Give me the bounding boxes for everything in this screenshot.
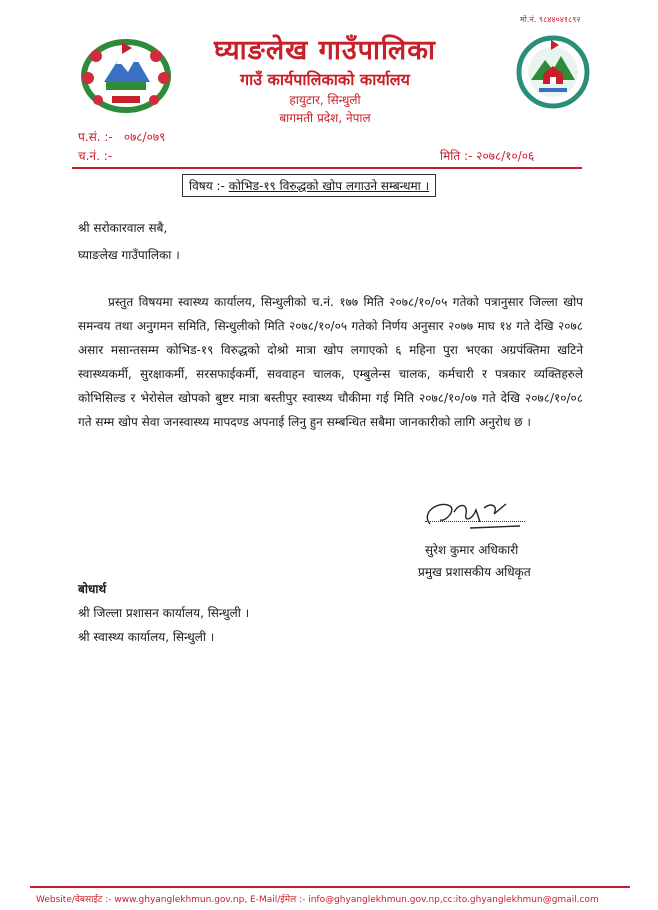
patra-sankhya-label: प.सं. :- — [78, 130, 113, 144]
date-label: मिति :- — [440, 149, 473, 163]
subject-text: कोभिड-१९ विरुद्धको खोप लगाउने सम्बन्धमा । — [228, 179, 430, 193]
footer-divider — [30, 886, 630, 888]
patra-sankhya-value: ०७८/०७९ — [123, 130, 166, 144]
addressee-line-1: श्री सरोकारवाल सबै, — [78, 221, 168, 235]
footer-contact: Website/वेबसाईट :- www.ghyanglekhmun.gov.np, E-Mail/ईमेल :- info@ghyanglekhmun.gov.np,cc:ito.ghyanglekhmun@gmail.com — [36, 895, 599, 905]
body-paragraph: प्रस्तुत विषयमा स्वास्थ्य कार्यालय, सिन्धुलीको च.नं. १७७ मिति २०७८/१०/०५ गतेको पत्रानुसार जिल्ला खोप समन्वय तथा अनुगमन समिति, सिन्धुलीको मिति २०७८/१०/०५ गतेको निर्णय अनुसार २०७७ माघ १४ गते देखि २०७८ असार मसान्तसम्म कोभिड-१९ विरुद्धको दोश्रो मात्रा खोप लगाएको ६ महिना पुरा भएका अग्रपंक्तिमा खटिने स्वास्थ्यकर्मी, सुरक्षाकर्मी, सरसफाईकर्मी, सववाहन चालक, एम्बुलेन्स चालक, कर्मचारी र पत्रकार व्यक्तिहरुले कोभिसिल्ड र भेरोसेल खोपको बुष्टर मात्रा बस्तीपुर स्वास्थ्य चौकीमा गई मिति २०७८/१०/०७ गते देखि २०७८/१०/०८ गते सम्म खोप सेवा जनस्वास्थ्य मापदण्ड अपनाई लिनु हुन सम्बन्धित सबैमा जानकारीको लागि अनुरोध छ । — [78, 295, 583, 429]
handwritten-signature — [410, 492, 530, 534]
cc-item: श्री जिल्ला प्रशासन कार्यालय, सिन्धुली । — [78, 606, 250, 620]
signatory-title: प्रमुख प्रशासकीय अधिकृत — [418, 565, 531, 579]
chalani-number-label: च.नं. :- — [78, 149, 113, 163]
municipality-title: घ्याङलेख गाउँपालिका — [214, 35, 436, 66]
mobile-number: मो.नं. ९८४४०४१८९२ — [520, 15, 581, 24]
header-divider — [72, 167, 582, 169]
office-subtitle: गाउँ कार्यपालिकाको कार्यालय — [240, 70, 410, 89]
addressee-line-2: घ्याङलेख गाउँपालिका । — [78, 248, 180, 262]
cc-heading: बोधार्थ — [78, 582, 107, 596]
signature-line — [425, 521, 525, 522]
date-value: २०७८/१०/०६ — [476, 149, 535, 163]
subject-box — [182, 174, 436, 197]
municipality-logo — [515, 34, 591, 110]
signatory-name: सुरेश कुमार अधिकारी — [425, 543, 519, 557]
cc-item: श्री स्वास्थ्य कार्यालय, सिन्धुली । — [78, 630, 215, 644]
address-line-1: हायुटार, सिन्धुली — [289, 93, 361, 107]
address-line-2: बागमती प्रदेश, नेपाल — [279, 111, 371, 125]
chalani-number-row — [78, 147, 120, 164]
patra-sankhya-row — [78, 128, 165, 145]
subject-label: विषय :- — [189, 179, 225, 193]
date-row — [440, 147, 534, 164]
